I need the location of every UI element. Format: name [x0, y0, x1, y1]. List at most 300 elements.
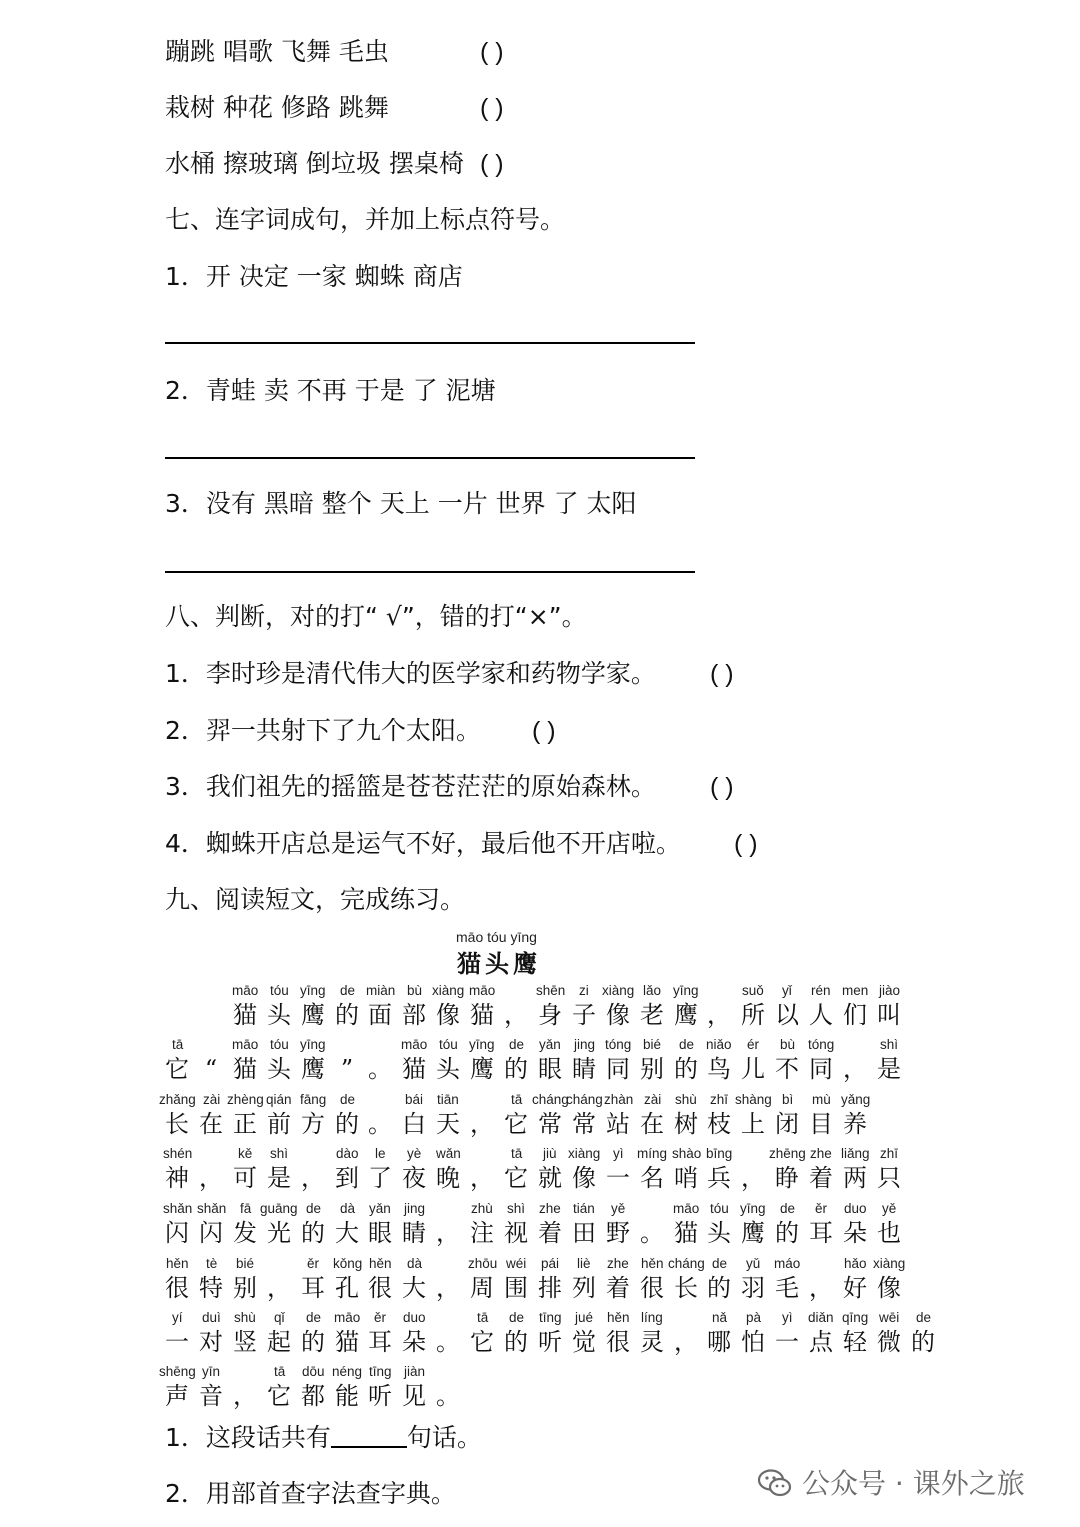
- pinyin: duo: [844, 1201, 867, 1216]
- hanzi: ，: [470, 1164, 494, 1192]
- hanzi: 常: [572, 1110, 596, 1138]
- hanzi: 长: [165, 1110, 189, 1138]
- hanzi: 天: [436, 1110, 460, 1138]
- hanzi: 闪: [199, 1219, 223, 1247]
- pinyin: liè: [577, 1256, 591, 1271]
- hanzi: ，: [301, 1164, 325, 1192]
- hanzi: 羽: [741, 1274, 765, 1302]
- hanzi: 光: [267, 1219, 291, 1247]
- passage-line: [160, 1310, 935, 1360]
- pinyin: yǔ: [746, 1256, 761, 1271]
- pinyin: tóu: [710, 1201, 729, 1216]
- hanzi: 鹰: [301, 1055, 325, 1083]
- pinyin: zhe: [539, 1201, 561, 1216]
- hanzi: 的: [504, 1328, 528, 1356]
- sec8-question-3: 3．我们祖先的摇篮是苍苍茫茫的原始森林。: [165, 772, 656, 801]
- hanzi: 野: [606, 1219, 630, 1247]
- hanzi: 像: [877, 1274, 901, 1302]
- pinyin: de: [679, 1037, 695, 1052]
- sec8-question-1: 1．李时珍是清代伟大的医学家和药物学家。: [165, 659, 656, 688]
- hanzi: 睛: [402, 1219, 426, 1247]
- pinyin: pà: [746, 1310, 762, 1325]
- hanzi: 是: [267, 1164, 291, 1192]
- hanzi: 特: [199, 1274, 223, 1302]
- hanzi: 眼: [368, 1219, 392, 1247]
- pinyin: ěr: [307, 1256, 320, 1271]
- pinyin: yí: [172, 1310, 183, 1325]
- pinyin: zhàn: [604, 1092, 634, 1107]
- hanzi: 的: [335, 1110, 359, 1138]
- hanzi: 上: [741, 1110, 765, 1138]
- hanzi: 能: [335, 1382, 359, 1410]
- hanzi: 的: [335, 1001, 359, 1029]
- hanzi: 围: [504, 1274, 528, 1302]
- hanzi: 听: [538, 1328, 562, 1356]
- pinyin: yì: [613, 1146, 624, 1161]
- pinyin: yǐ: [782, 983, 792, 998]
- pinyin: ér: [747, 1037, 760, 1052]
- pinyin: yīng: [673, 983, 699, 998]
- pinyin: bié: [643, 1037, 662, 1052]
- watermark: [758, 1462, 1025, 1502]
- pinyin: tóu: [270, 1037, 289, 1052]
- hanzi: 着: [809, 1164, 833, 1192]
- sec6-row1-words: 蹦跳 唱歌 飞舞 毛虫: [165, 37, 389, 66]
- hanzi: 耳: [368, 1328, 392, 1356]
- hanzi: 它: [504, 1164, 528, 1192]
- hanzi: 。: [368, 1055, 392, 1083]
- hanzi: ，: [504, 1001, 528, 1029]
- passage-title: 猫头鹰: [457, 950, 541, 978]
- pinyin: zhe: [810, 1146, 832, 1161]
- hanzi: 猫: [674, 1219, 698, 1247]
- hanzi: 很: [368, 1274, 392, 1302]
- pinyin: shǎn: [163, 1201, 193, 1216]
- hanzi: 长: [674, 1274, 698, 1302]
- hanzi: 是: [877, 1055, 901, 1083]
- hanzi: 它: [267, 1382, 291, 1410]
- hanzi: 老: [640, 1001, 664, 1029]
- hanzi: 它: [165, 1055, 189, 1083]
- hanzi: 排: [538, 1274, 562, 1302]
- pinyin: de: [306, 1310, 322, 1325]
- hanzi: 不: [775, 1055, 799, 1083]
- pinyin: yǎng: [841, 1092, 871, 1107]
- pinyin: yīn: [202, 1364, 221, 1379]
- hanzi: 目: [809, 1110, 833, 1138]
- hanzi: 声: [165, 1382, 189, 1410]
- pinyin: zhī: [880, 1146, 899, 1161]
- sec6-row3-answer-blank[interactable]: ( ): [480, 150, 504, 178]
- wechat-icon: [758, 1469, 792, 1497]
- hanzi: 都: [301, 1382, 325, 1410]
- pinyin: xiàng: [432, 983, 465, 998]
- pinyin: hěn: [607, 1310, 630, 1325]
- hanzi: 像: [436, 1001, 460, 1029]
- hanzi: 大: [335, 1219, 359, 1247]
- pinyin: qīng: [842, 1310, 869, 1325]
- pinyin: de: [916, 1310, 932, 1325]
- hanzi: 头: [267, 1001, 291, 1029]
- pinyin: pái: [541, 1256, 560, 1271]
- pinyin: kě: [238, 1146, 253, 1161]
- hanzi: 前: [267, 1110, 291, 1138]
- pinyin: māo: [673, 1201, 700, 1216]
- pinyin: tóng: [605, 1037, 632, 1052]
- hanzi: 着: [606, 1274, 630, 1302]
- pinyin: tiān: [437, 1092, 459, 1107]
- pinyin: yīng: [469, 1037, 495, 1052]
- hanzi: 毛: [775, 1274, 799, 1302]
- pinyin: de: [780, 1201, 796, 1216]
- pinyin: dà: [340, 1201, 356, 1216]
- hanzi: 觉: [572, 1328, 596, 1356]
- hanzi: 起: [267, 1328, 291, 1356]
- hanzi: 田: [572, 1219, 596, 1247]
- passage-line: [160, 1037, 905, 1087]
- hanzi: 养: [843, 1110, 867, 1138]
- sec8-answer-blank-4[interactable]: ( ): [734, 830, 758, 858]
- hanzi: 了: [368, 1164, 392, 1192]
- pinyin: wéi: [506, 1256, 527, 1271]
- sec7-question-3: 3．没有 黑暗 整个 天上 一片 世界 了 太阳: [165, 489, 637, 518]
- hanzi: 好: [843, 1274, 867, 1302]
- passage-line: [160, 1364, 905, 1414]
- pinyin: de: [509, 1037, 525, 1052]
- hanzi: 闪: [165, 1219, 189, 1247]
- pinyin: tián: [573, 1201, 595, 1216]
- sec9-question-1-suffix: 句话。: [406, 1423, 482, 1452]
- hanzi: 可: [233, 1164, 257, 1192]
- hanzi: 人: [809, 1001, 833, 1029]
- hanzi: 很: [165, 1274, 189, 1302]
- hanzi: ”: [340, 1055, 354, 1083]
- pinyin: shù: [675, 1092, 697, 1107]
- pinyin: yǎn: [369, 1201, 391, 1216]
- pinyin: le: [375, 1146, 386, 1161]
- pinyin: shì: [270, 1146, 289, 1161]
- hanzi: 注: [470, 1219, 494, 1247]
- hanzi: 以: [775, 1001, 799, 1029]
- pinyin: zhī: [710, 1092, 729, 1107]
- pinyin: líng: [641, 1310, 663, 1325]
- hanzi: 别: [233, 1274, 257, 1302]
- hanzi: 闭: [775, 1110, 799, 1138]
- hanzi: 鸟: [707, 1055, 731, 1083]
- hanzi: 的: [775, 1219, 799, 1247]
- pinyin: de: [340, 1092, 356, 1107]
- pinyin: tóu: [270, 983, 289, 998]
- pinyin: hěn: [166, 1256, 189, 1271]
- pinyin: tā: [274, 1364, 286, 1379]
- hanzi: 就: [538, 1164, 562, 1192]
- hanzi: 猫: [233, 1055, 257, 1083]
- sec9-question-1-blank[interactable]: [331, 1422, 407, 1448]
- hanzi: ，: [436, 1274, 460, 1302]
- pinyin: suǒ: [742, 983, 764, 998]
- hanzi: 竖: [233, 1328, 257, 1356]
- pinyin: tè: [206, 1256, 218, 1271]
- pinyin: ěr: [815, 1201, 828, 1216]
- hanzi: 面: [368, 1001, 392, 1029]
- hanzi: 见: [402, 1382, 426, 1410]
- sec6-row2-answer-blank[interactable]: ( ): [480, 94, 504, 122]
- pinyin: yīng: [300, 1037, 326, 1052]
- pinyin: cháng: [566, 1092, 603, 1107]
- pinyin: miàn: [366, 983, 396, 998]
- pinyin: jué: [575, 1310, 594, 1325]
- hanzi: 哪: [707, 1328, 731, 1356]
- pinyin: māo: [469, 983, 496, 998]
- hanzi: 列: [572, 1274, 596, 1302]
- hanzi: 只: [877, 1164, 901, 1192]
- pinyin: bái: [405, 1092, 424, 1107]
- sec9-heading: 九、阅读短文，完成练习。: [165, 885, 466, 914]
- hanzi: 对: [199, 1328, 223, 1356]
- hanzi: 方: [301, 1110, 325, 1138]
- pinyin: bié: [236, 1256, 255, 1271]
- hanzi: 身: [538, 1001, 562, 1029]
- hanzi: 。: [368, 1110, 392, 1138]
- pinyin: mù: [812, 1092, 831, 1107]
- pinyin: tīng: [369, 1364, 392, 1379]
- pinyin: men: [842, 983, 869, 998]
- pinyin: yīng: [740, 1201, 766, 1216]
- pinyin: wēi: [879, 1310, 900, 1325]
- sec7-answer-line-2[interactable]: [165, 457, 695, 459]
- pinyin: bì: [782, 1092, 794, 1107]
- pinyin: duo: [403, 1310, 426, 1325]
- pinyin: tóu: [439, 1037, 458, 1052]
- hanzi: ，: [267, 1274, 291, 1302]
- pinyin: jiào: [879, 983, 901, 998]
- hanzi: 像: [572, 1164, 596, 1192]
- hanzi: 在: [640, 1110, 664, 1138]
- pinyin: qián: [266, 1092, 292, 1107]
- pinyin: zi: [579, 983, 589, 998]
- pinyin: zhōu: [468, 1256, 498, 1271]
- pinyin: de: [306, 1201, 322, 1216]
- pinyin: rén: [811, 983, 831, 998]
- pinyin: xiàng: [873, 1256, 906, 1271]
- sec6-row1-answer-blank[interactable]: ( ): [480, 38, 504, 66]
- hanzi: 。: [436, 1382, 460, 1410]
- pinyin: shēn: [536, 983, 566, 998]
- pinyin: jing: [574, 1037, 596, 1052]
- hanzi: 很: [640, 1274, 664, 1302]
- sec6-row2-words: 栽树 种花 修路 跳舞: [165, 93, 389, 122]
- hanzi: 名: [640, 1164, 664, 1192]
- hanzi: 猫: [402, 1055, 426, 1083]
- pinyin: bīng: [706, 1146, 733, 1161]
- pinyin: tīng: [539, 1310, 562, 1325]
- hanzi: 它: [470, 1328, 494, 1356]
- hanzi: 鹰: [470, 1055, 494, 1083]
- sec8-answer-blank-2[interactable]: ( ): [532, 717, 556, 745]
- hanzi: 常: [538, 1110, 562, 1138]
- pinyin: dà: [407, 1256, 423, 1271]
- pinyin: liǎng: [841, 1146, 870, 1161]
- pinyin: zhù: [471, 1201, 493, 1216]
- sec8-answer-blank-3[interactable]: ( ): [710, 773, 734, 801]
- hanzi: 它: [504, 1110, 528, 1138]
- hanzi: 睛: [572, 1055, 596, 1083]
- hanzi: 白: [402, 1110, 426, 1138]
- hanzi: 一: [606, 1164, 630, 1192]
- hanzi: 猫: [335, 1328, 359, 1356]
- sec9-question-1: [165, 1422, 482, 1454]
- hanzi: 猫: [470, 1001, 494, 1029]
- pinyin: máo: [774, 1256, 801, 1271]
- sec7-answer-line-3[interactable]: [165, 571, 695, 573]
- sec8-question-2: 2．羿一共射下了九个太阳。: [165, 716, 481, 745]
- pinyin: tā: [477, 1310, 489, 1325]
- pinyin: yě: [611, 1201, 626, 1216]
- pinyin: xiàng: [602, 983, 635, 998]
- hanzi: 发: [233, 1219, 257, 1247]
- pinyin: zhēng: [769, 1146, 806, 1161]
- pinyin: bù: [407, 983, 423, 998]
- pinyin: yǎn: [539, 1037, 561, 1052]
- pinyin: lǎo: [643, 983, 662, 998]
- hanzi: 着: [538, 1219, 562, 1247]
- pinyin: zhèng: [227, 1092, 264, 1107]
- hanzi: 微: [877, 1328, 901, 1356]
- hanzi: “: [204, 1055, 218, 1083]
- hanzi: 晚: [436, 1164, 460, 1192]
- hanzi: 。: [436, 1328, 460, 1356]
- pinyin: zhe: [607, 1256, 629, 1271]
- hanzi: 头: [267, 1055, 291, 1083]
- pinyin: yè: [407, 1146, 422, 1161]
- pinyin: tā: [172, 1037, 184, 1052]
- hanzi: 鹰: [301, 1001, 325, 1029]
- hanzi: 一: [775, 1328, 799, 1356]
- pinyin: kǒng: [333, 1256, 363, 1271]
- passage-line: [160, 1146, 905, 1196]
- hanzi: 鹰: [674, 1001, 698, 1029]
- pinyin: shào: [672, 1146, 702, 1161]
- hanzi: 睁: [775, 1164, 799, 1192]
- sec9-question-2: 2．用部首查字法查字典。: [165, 1479, 456, 1508]
- pinyin: cháng: [532, 1092, 569, 1107]
- passage-line: [160, 1201, 905, 1251]
- pinyin: hǎo: [844, 1256, 867, 1271]
- hanzi: 树: [674, 1110, 698, 1138]
- hanzi: 们: [843, 1001, 867, 1029]
- hanzi: 所: [741, 1001, 765, 1029]
- pinyin: shén: [163, 1146, 193, 1161]
- passage-line: [160, 983, 905, 1033]
- hanzi: 怕: [741, 1328, 765, 1356]
- hanzi: 耳: [301, 1274, 325, 1302]
- sec9-question-1-prefix: 1．这段话共有: [165, 1423, 331, 1452]
- sec6-row3-words: 水桶 擦玻璃 倒垃圾 摆桌椅: [165, 149, 464, 178]
- hanzi: 听: [368, 1382, 392, 1410]
- pinyin: dào: [336, 1146, 359, 1161]
- pinyin: tā: [511, 1146, 523, 1161]
- pinyin: bù: [780, 1037, 796, 1052]
- hanzi: 大: [402, 1274, 426, 1302]
- hanzi: 的: [674, 1055, 698, 1083]
- hanzi: 眼: [538, 1055, 562, 1083]
- hanzi: 哨: [674, 1164, 698, 1192]
- pinyin: māo: [401, 1037, 428, 1052]
- hanzi: 两: [843, 1164, 867, 1192]
- hanzi: 。: [640, 1219, 664, 1247]
- pinyin: diǎn: [808, 1310, 834, 1325]
- sec7-answer-line-1[interactable]: [165, 342, 695, 344]
- pinyin: de: [509, 1310, 525, 1325]
- sec7-question-2: 2．青蛙 卖 不再 于是 了 泥塘: [165, 376, 496, 405]
- hanzi: 的: [707, 1274, 731, 1302]
- pinyin: shǎn: [197, 1201, 227, 1216]
- pinyin: shù: [234, 1310, 256, 1325]
- hanzi: 音: [199, 1382, 223, 1410]
- hanzi: 部: [402, 1001, 426, 1029]
- pinyin: yīng: [300, 983, 326, 998]
- hanzi: 的: [911, 1328, 935, 1356]
- hanzi: 朵: [843, 1219, 867, 1247]
- hanzi: 很: [606, 1328, 630, 1356]
- pinyin: qǐ: [274, 1310, 285, 1325]
- hanzi: 正: [233, 1110, 257, 1138]
- pinyin: hěn: [641, 1256, 664, 1271]
- pinyin: yě: [882, 1201, 897, 1216]
- hanzi: 叫: [877, 1001, 901, 1029]
- hanzi: 也: [877, 1219, 901, 1247]
- watermark-text: 公众号 · 课外之旅: [802, 1467, 1025, 1500]
- sec8-question-4: 4．蜘蛛开店总是运气不好，最后他不开店啦。: [165, 829, 681, 858]
- pinyin: wǎn: [436, 1146, 461, 1161]
- passage-line: [160, 1256, 905, 1306]
- hanzi: ，: [233, 1382, 257, 1410]
- hanzi: ，: [674, 1328, 698, 1356]
- hanzi: 神: [165, 1164, 189, 1192]
- hanzi: ，: [843, 1055, 867, 1083]
- hanzi: 点: [809, 1328, 833, 1356]
- hanzi: 孔: [335, 1274, 359, 1302]
- hanzi: ，: [436, 1219, 460, 1247]
- hanzi: 子: [572, 1001, 596, 1029]
- pinyin: māo: [334, 1310, 361, 1325]
- hanzi: 轻: [843, 1328, 867, 1356]
- hanzi: ，: [199, 1164, 223, 1192]
- pinyin: dōu: [302, 1364, 325, 1379]
- hanzi: 夜: [402, 1164, 426, 1192]
- pinyin: ěr: [374, 1310, 387, 1325]
- hanzi: 的: [301, 1219, 325, 1247]
- hanzi: ，: [707, 1001, 731, 1029]
- pinyin: māo: [232, 1037, 259, 1052]
- pinyin: fā: [240, 1201, 252, 1216]
- hanzi: 别: [640, 1055, 664, 1083]
- hanzi: 的: [301, 1328, 325, 1356]
- pinyin: néng: [332, 1364, 363, 1379]
- sec8-answer-blank-1[interactable]: ( ): [710, 660, 734, 688]
- hanzi: ，: [809, 1274, 833, 1302]
- pinyin: shì: [880, 1037, 899, 1052]
- pinyin: zài: [203, 1092, 221, 1107]
- pinyin: de: [340, 983, 356, 998]
- hanzi: 周: [470, 1274, 494, 1302]
- passage-line: [160, 1092, 905, 1142]
- sec7-heading: 七、连字词成句，并加上标点符号。: [165, 205, 566, 234]
- pinyin: zài: [644, 1092, 662, 1107]
- pinyin: xiàng: [568, 1146, 601, 1161]
- pinyin: tā: [511, 1092, 523, 1107]
- hanzi: 头: [436, 1055, 460, 1083]
